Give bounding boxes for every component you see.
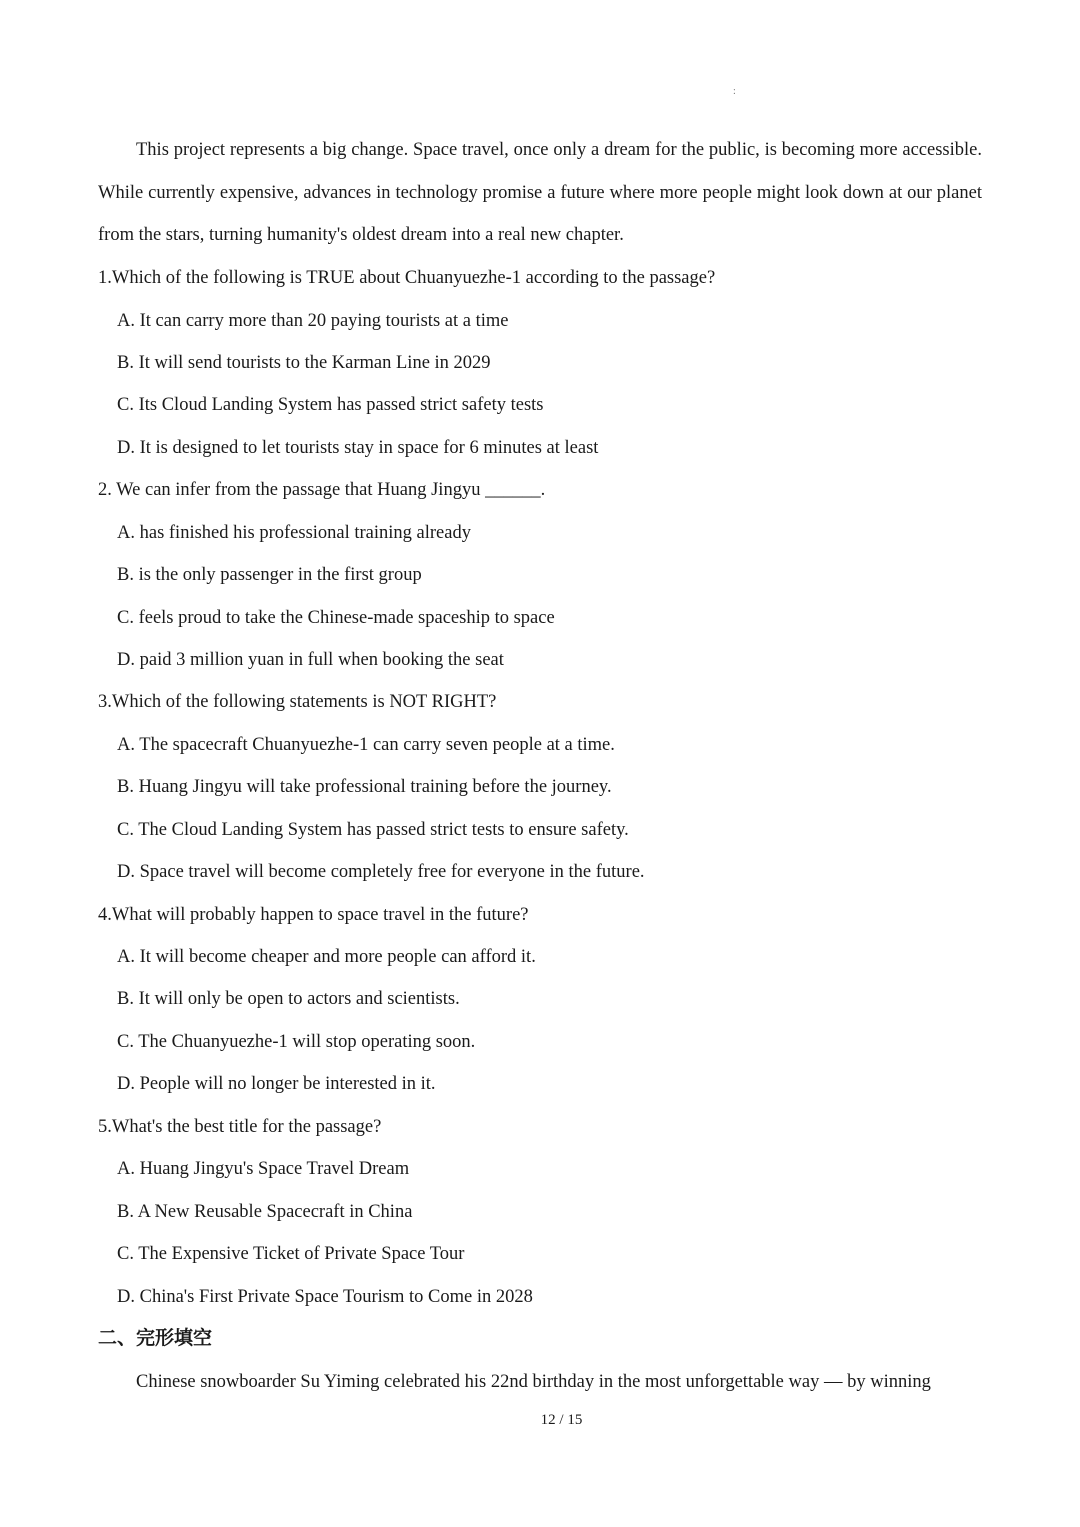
question-1-stem: 1.Which of the following is TRUE about Chuanyuezhe-1 according to the passage? xyxy=(98,268,716,288)
question-1-option-c: C. Its Cloud Landing System has passed strict safety tests xyxy=(117,395,544,415)
page-number: 12 / 15 xyxy=(540,1412,583,1428)
question-5-stem: 5.What's the best title for the passage? xyxy=(98,1117,382,1137)
question-4-option-c: C. The Chuanyuezhe-1 will stop operating soon. xyxy=(117,1032,476,1052)
question-4-option-d: D. People will no longer be interested in it. xyxy=(117,1074,436,1094)
question-2-option-c: C. feels proud to take the Chinese-made spaceship to space xyxy=(117,608,555,628)
question-2-stem: 2. We can infer from the passage that Huang Jingyu ______. xyxy=(98,480,546,500)
question-3-option-d: D. Space travel will become completely free for everyone in the future. xyxy=(117,862,645,882)
section-title: 二、完形填空 xyxy=(98,1327,213,1349)
question-5-option-b: B. A New Reusable Spacecraft in China xyxy=(117,1202,413,1222)
top-mark: : xyxy=(733,86,736,97)
question-1-option-b: B. It will send tourists to the Karman Line in 2029 xyxy=(117,353,491,373)
question-1-option-d: D. It is designed to let tourists stay in space for 6 minutes at least xyxy=(117,438,599,458)
cloze-first-line: Chinese snowboarder Su Yiming celebrated his 22nd birthday in the most unforgettable way — by winning xyxy=(136,1372,931,1392)
question-4-option-a: A. It will become cheaper and more people can afford it. xyxy=(117,947,536,967)
question-2-option-b: B. is the only passenger in the first group xyxy=(117,565,422,585)
question-3-stem: 3.Which of the following statements is NOT RIGHT? xyxy=(98,692,497,712)
question-5-option-d: D. China's First Private Space Tourism to Come in 2028 xyxy=(117,1287,533,1307)
intro-paragraph: This project represents a big change. Space travel, once only a dream for the public, is becoming more accessible. While currently expensive, advances in technology promise a future where more people might look down at our planet from the stars, turning humanity's oldest dream into a real new chapter. xyxy=(98,140,982,245)
question-3-option-a: A. The spacecraft Chuanyuezhe-1 can carry seven people at a time. xyxy=(117,735,615,755)
question-2-option-a: A. has finished his professional training already xyxy=(117,523,471,543)
question-4-option-b: B. It will only be open to actors and scientists. xyxy=(117,989,460,1009)
question-2-option-d: D. paid 3 million yuan in full when booking the seat xyxy=(117,650,504,670)
question-1-option-a: A. It can carry more than 20 paying tourists at a time xyxy=(117,311,509,331)
question-3-option-b: B. Huang Jingyu will take professional training before the journey. xyxy=(117,777,612,797)
question-5-option-c: C. The Expensive Ticket of Private Space Tour xyxy=(117,1244,465,1264)
question-5-option-a: A. Huang Jingyu's Space Travel Dream xyxy=(117,1159,410,1179)
question-4-stem: 4.What will probably happen to space travel in the future? xyxy=(98,905,529,925)
question-3-option-c: C. The Cloud Landing System has passed strict tests to ensure safety. xyxy=(117,820,629,840)
